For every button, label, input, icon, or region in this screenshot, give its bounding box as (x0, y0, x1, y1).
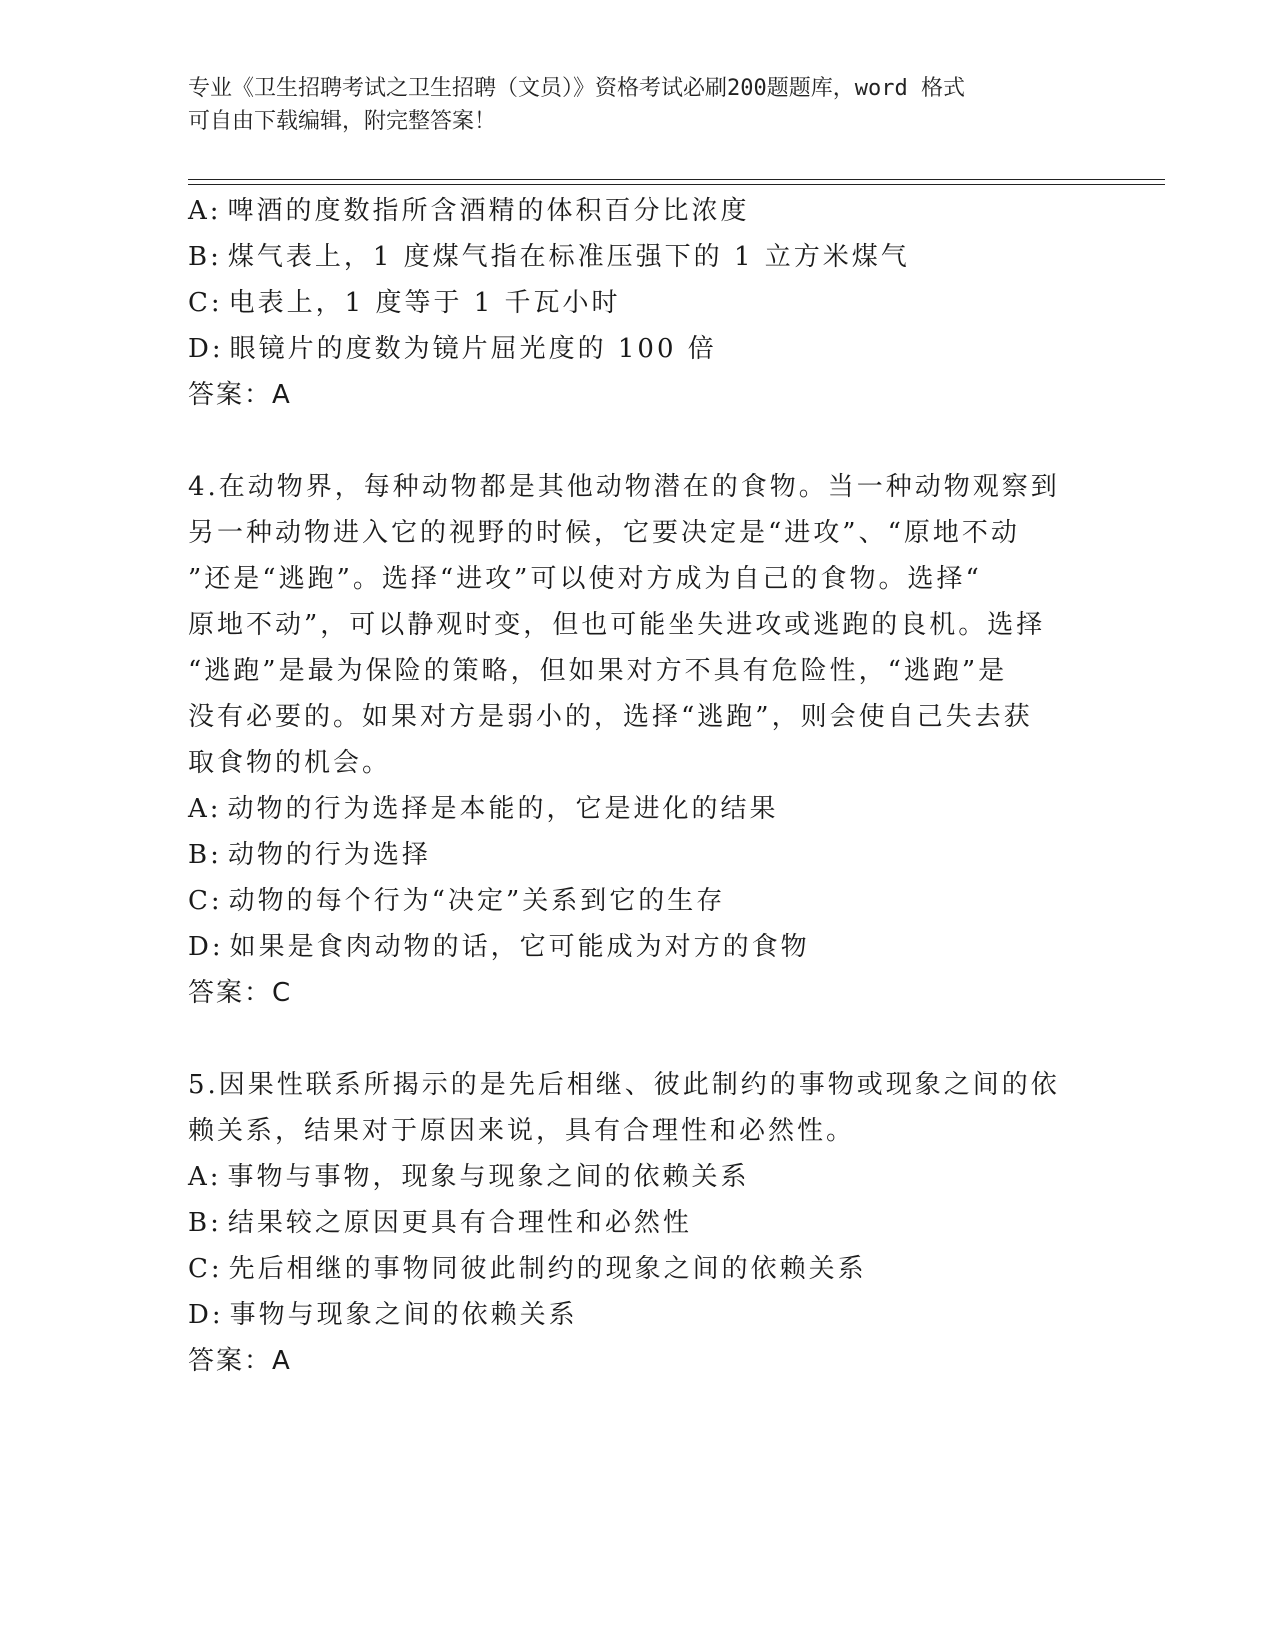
option-text: 结果较之原因更具有合理性和必然性 (227, 1208, 692, 1238)
option-label: A: (188, 1162, 222, 1192)
option-label: B: (188, 840, 222, 870)
question-stem-line: 取食物的机会。 (188, 748, 392, 778)
answer: 答案：C (188, 978, 293, 1008)
question-stem-line: 5.因果性联系所揭示的是先后相继、彼此制约的事物或现象之间的依 (188, 1070, 1060, 1100)
spacer (188, 1016, 1068, 1062)
question-stem-line: 赖关系，结果对于原因来说，具有合理性和必然性。 (188, 1116, 856, 1146)
option-text: 电表上，1 度等于 1 千瓦小时 (228, 288, 621, 318)
option-label: B: (188, 242, 222, 272)
answer: 答案：A (188, 380, 292, 410)
option-text: 事物与事物，现象与现象之间的依赖关系 (227, 1162, 750, 1192)
answer: 答案：A (188, 1346, 292, 1376)
question-stem-line: “逃跑”是最为保险的策略，但如果对方不具有危险性，“逃跑”是 (188, 656, 1008, 686)
option-text: 动物的每个行为“决定”关系到它的生存 (228, 886, 726, 916)
option-label: A: (188, 196, 222, 226)
question-3 (188, 188, 1068, 418)
option-label: D: (188, 334, 224, 364)
header-title-line-2: 可自由下载编辑，附完整答案！ (188, 109, 497, 134)
option-label: D: (188, 932, 224, 962)
option-label: C: (188, 288, 223, 318)
option-b (188, 234, 1068, 280)
question-stem-line: 4.在动物界，每种动物都是其他动物潜在的食物。当一种动物观察到 (188, 472, 1060, 502)
option-label: B: (188, 1208, 222, 1238)
question-stem-line: 没有必要的。如果对方是弱小的，选择“逃跑”，则会使自己失去获 (188, 702, 1033, 732)
option-d (188, 1292, 1068, 1338)
option-label: D: (188, 1300, 224, 1330)
option-text: 如果是食肉动物的话，它可能成为对方的食物 (229, 932, 810, 962)
option-d (188, 326, 1068, 372)
option-label: C: (188, 886, 223, 916)
option-label: C: (188, 1254, 223, 1284)
document-header (188, 72, 1068, 138)
question-stem-line: 另一种动物进入它的视野的时候，它要决定是“进攻”、“原地不动 (188, 518, 1020, 548)
option-b (188, 1200, 1068, 1246)
option-text: 眼镜片的度数为镜片屈光度的 100 倍 (229, 334, 717, 364)
option-text: 先后相继的事物同彼此制约的现象之间的依赖关系 (228, 1254, 867, 1284)
option-text: 动物的行为选择 (227, 840, 431, 870)
question-stem-line: 原地不动”，可以静观时变，但也可能坐失进攻或逃跑的良机。选择 (188, 610, 1046, 640)
option-b (188, 832, 1068, 878)
option-text: 事物与现象之间的依赖关系 (229, 1300, 578, 1330)
header-double-rule (188, 179, 1165, 185)
option-label: A: (188, 794, 222, 824)
option-c (188, 878, 1068, 924)
question-4 (188, 464, 1068, 1016)
option-a (188, 188, 1068, 234)
question-stem-line: ”还是“逃跑”。选择“进攻”可以使对方成为自己的食物。选择“ (188, 564, 982, 594)
option-text: 煤气表上，1 度煤气指在标准压强下的 1 立方米煤气 (227, 242, 910, 272)
option-d (188, 924, 1068, 970)
document-body (188, 188, 1068, 1384)
option-text: 啤酒的度数指所含酒精的体积百分比浓度 (227, 196, 750, 226)
option-text: 动物的行为选择是本能的，它是进化的结果 (227, 794, 779, 824)
header-title-line-1: 专业《卫生招聘考试之卫生招聘（文员）》资格考试必刷200题题库，word 格式 (188, 76, 965, 101)
option-a (188, 1154, 1068, 1200)
option-a (188, 786, 1068, 832)
option-c (188, 280, 1068, 326)
spacer (188, 418, 1068, 464)
option-c (188, 1246, 1068, 1292)
question-5 (188, 1062, 1068, 1384)
